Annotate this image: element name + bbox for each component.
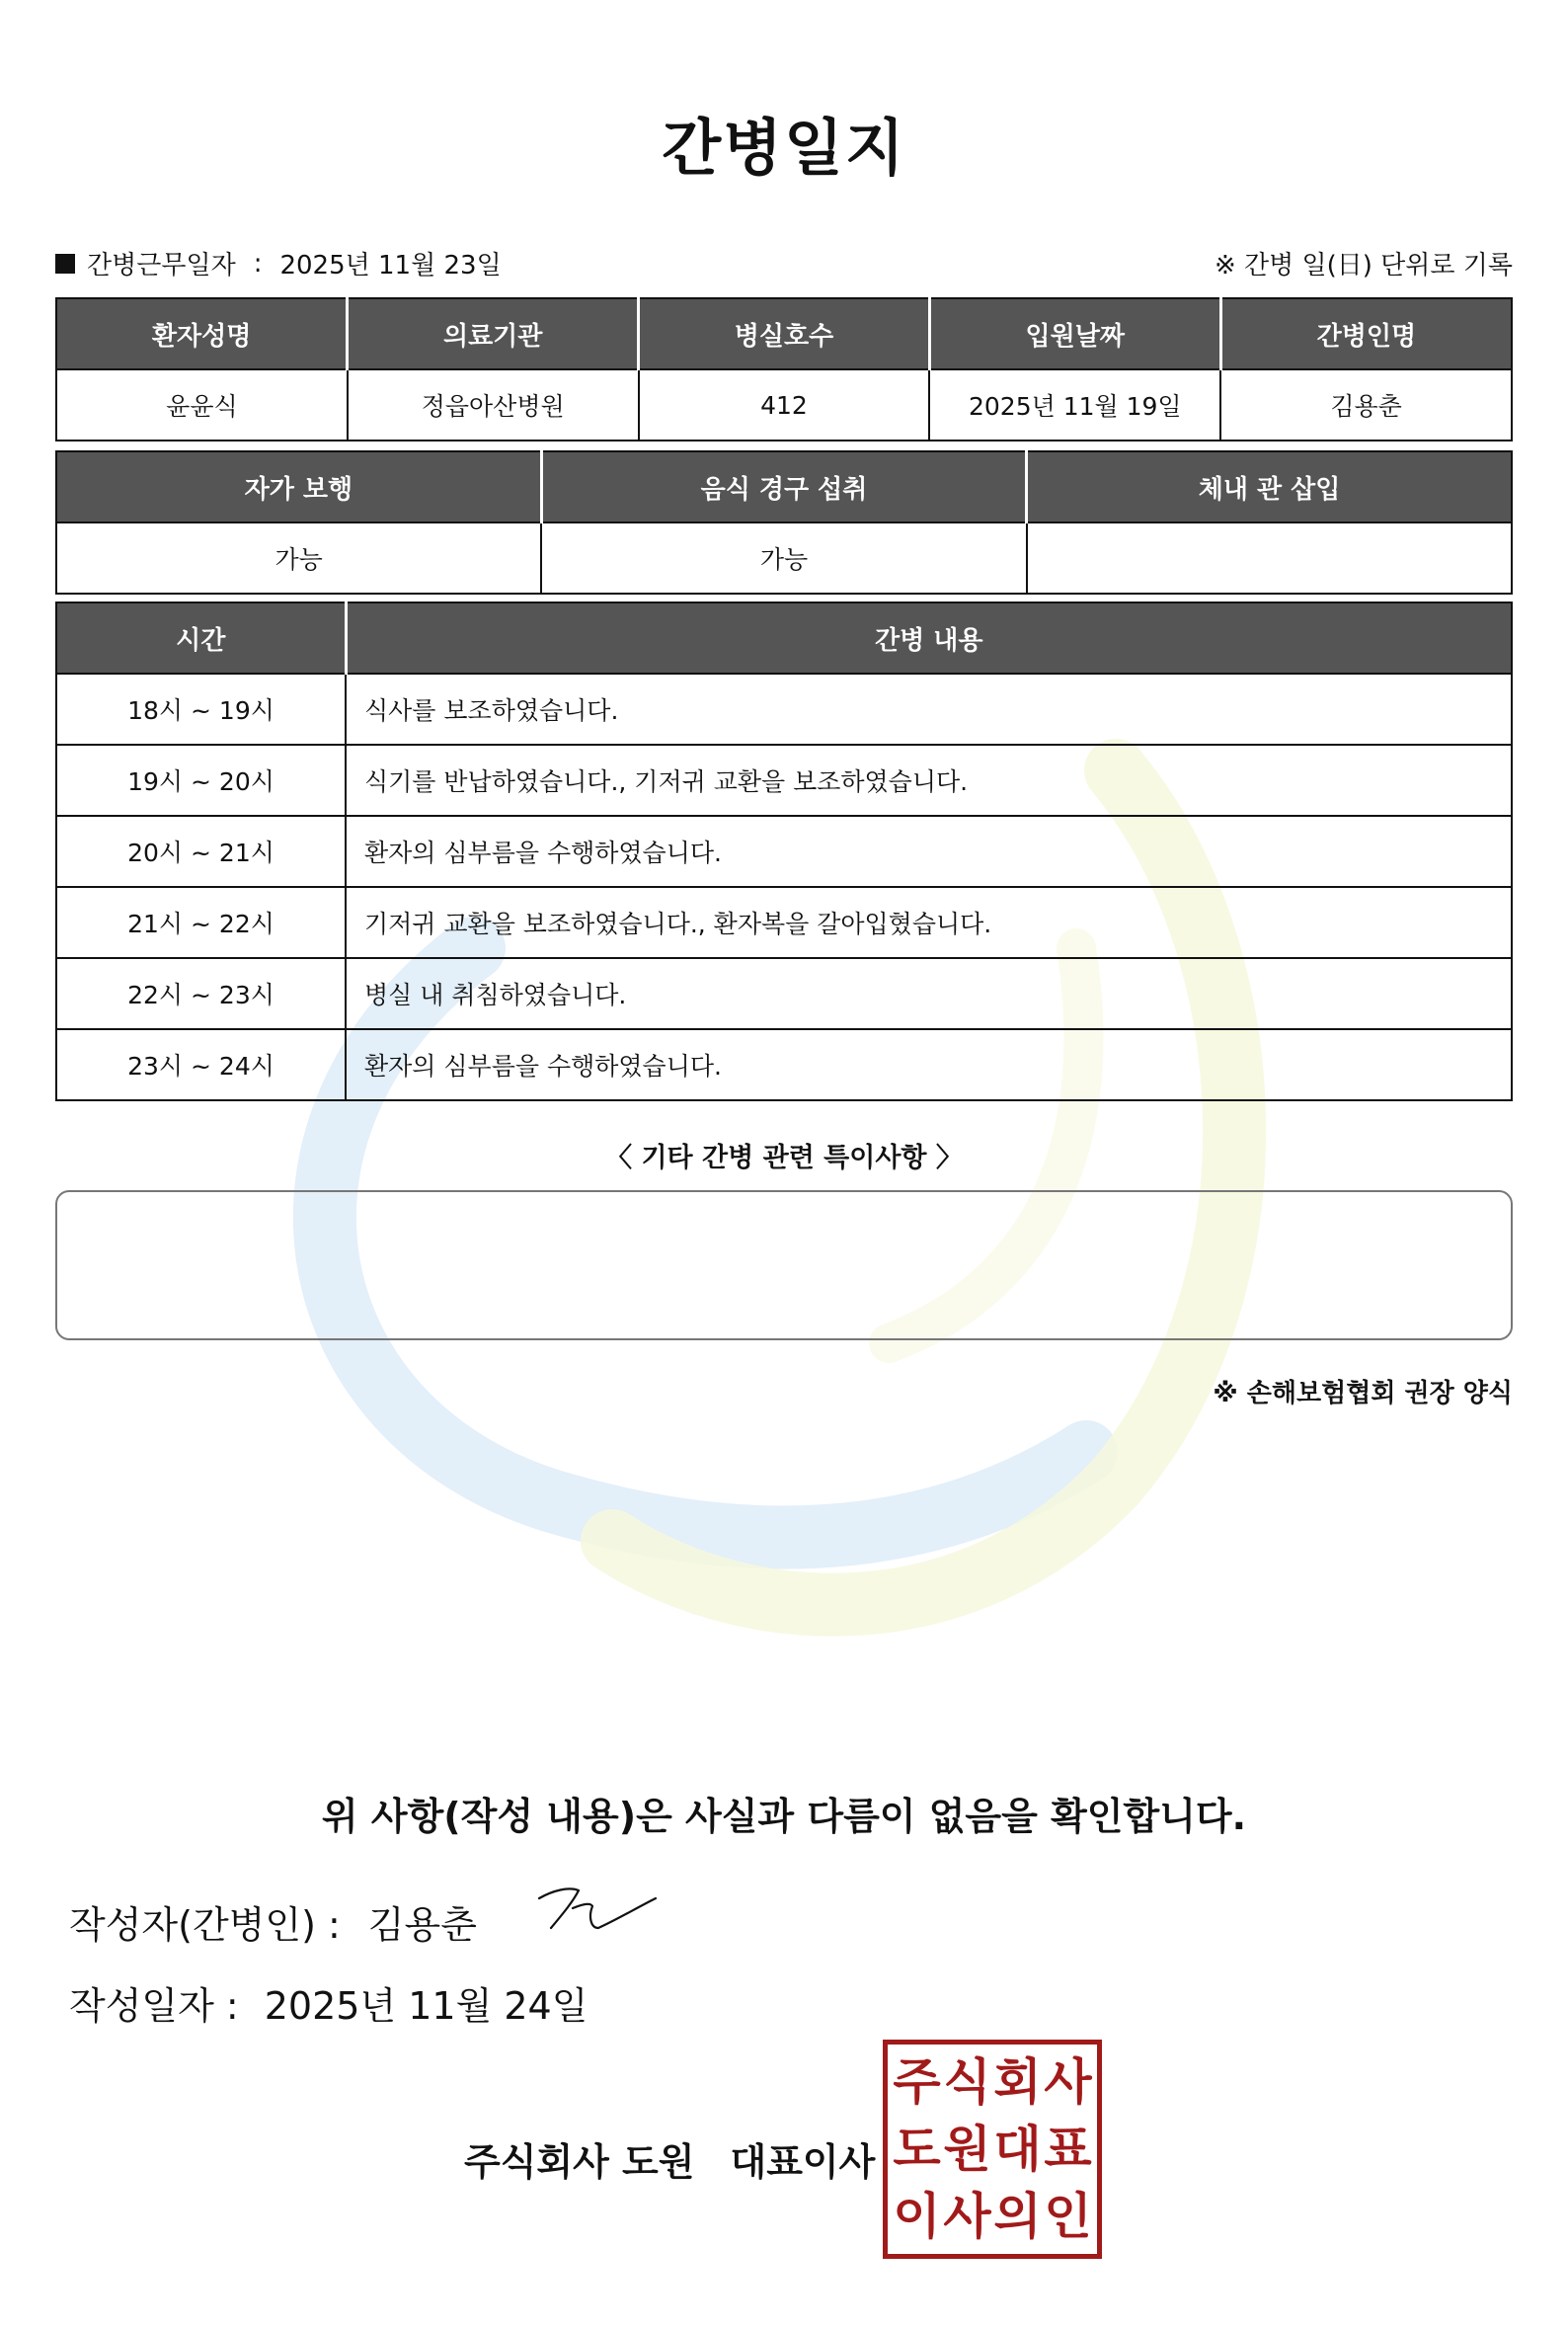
- seal-char: 사: [943, 2188, 991, 2245]
- signature-icon: [533, 1877, 662, 1946]
- header-care-content: 간병 내용: [346, 602, 1512, 674]
- written-date-value: 2025년 11월 24일: [264, 1984, 588, 2028]
- patient-status-header-row: [56, 451, 1512, 522]
- work-date-line: [55, 245, 502, 281]
- log-time: 22시 ~ 23시: [56, 958, 346, 1029]
- remarks-box: [55, 1190, 1513, 1340]
- institution: 정읍아산병원: [348, 369, 639, 441]
- seal-char: 회: [993, 2053, 1042, 2111]
- patient-status-table: [55, 450, 1513, 595]
- remarks-title: 〈 기타 간병 관련 특이사항 〉: [605, 1143, 963, 1173]
- seal-char: 대: [993, 2121, 1042, 2178]
- patient-info-table: [55, 297, 1513, 441]
- seal-char: 식: [943, 2053, 991, 2111]
- log-content: 병실 내 취침하였습니다.: [346, 958, 1512, 1029]
- header-caregiver-name: 간병인명: [1220, 298, 1512, 369]
- tube-insertion: [1027, 522, 1512, 594]
- header-admission-date: 입원날짜: [929, 298, 1220, 369]
- log-content: 환자의 심부름을 수행하였습니다.: [346, 816, 1512, 887]
- caregiver-name: 김용춘: [1220, 369, 1512, 441]
- patient-info-value-row: [56, 369, 1512, 441]
- seal-char: 이: [893, 2188, 941, 2245]
- seal-char: 의: [993, 2188, 1042, 2245]
- patient-name: 윤윤식: [56, 369, 348, 441]
- room-number: 412: [639, 369, 930, 441]
- log-time: 20시 ~ 21시: [56, 816, 346, 887]
- log-content: 환자의 심부름을 수행하였습니다.: [346, 1029, 1512, 1100]
- self-walking: 가능: [56, 522, 541, 594]
- writer-name: 김용춘: [367, 1903, 477, 1947]
- admission-date: 2025년 11월 19일: [929, 369, 1220, 441]
- log-content: 식사를 보조하였습니다.: [346, 674, 1512, 745]
- table-row: [56, 745, 1512, 816]
- log-content: 기저귀 교환을 보조하였습니다., 환자복을 갈아입혔습니다.: [346, 887, 1512, 958]
- log-time: 23시 ~ 24시: [56, 1029, 346, 1100]
- seal-char: 주: [893, 2053, 941, 2111]
- table-row: [56, 887, 1512, 958]
- seal-char: 표: [1044, 2121, 1092, 2178]
- care-log-header-row: [56, 602, 1512, 674]
- oral-intake: 가능: [541, 522, 1026, 594]
- patient-status-value-row: [56, 522, 1512, 594]
- work-date-value: 2025년 11월 23일: [279, 251, 502, 281]
- log-time: 18시 ~ 19시: [56, 674, 346, 745]
- form-note: ※ 손해보험협회 권장 양식: [1213, 1379, 1513, 1408]
- table-row: [56, 958, 1512, 1029]
- square-bullet-icon: [55, 254, 75, 274]
- writer-label: 작성자(간병인) :: [69, 1903, 341, 1947]
- care-log-table: [55, 602, 1513, 1101]
- work-date-separator: :: [253, 248, 263, 279]
- company-seal-icon: [883, 2040, 1102, 2259]
- written-date-label: 작성일자 :: [69, 1984, 239, 2028]
- header-room-number: 병실호수: [639, 298, 930, 369]
- seal-char: 인: [1044, 2188, 1092, 2245]
- patient-info-header-row: [56, 298, 1512, 369]
- company-line: [464, 2131, 875, 2186]
- company-name: 주식회사 도원: [464, 2140, 695, 2184]
- page-title: 간병일지: [662, 112, 906, 184]
- log-time: 19시 ~ 20시: [56, 745, 346, 816]
- table-row: [56, 1029, 1512, 1100]
- log-time: 21시 ~ 22시: [56, 887, 346, 958]
- table-row: [56, 816, 1512, 887]
- header-patient-name: 환자성명: [56, 298, 348, 369]
- header-tube-insertion: 체내 관 삽입: [1027, 451, 1512, 522]
- writer-line: [69, 1894, 477, 1949]
- header-time: 시간: [56, 602, 346, 674]
- seal-char: 원: [943, 2121, 991, 2178]
- company-representative-title: 대표이사: [730, 2140, 876, 2184]
- work-date-label: 간병근무일자: [87, 251, 236, 281]
- unit-note: ※ 간병 일(日) 단위로 기록: [1214, 251, 1513, 281]
- seal-char: 도: [893, 2121, 941, 2178]
- header-self-walking: 자가 보행: [56, 451, 541, 522]
- log-content: 식기를 반납하였습니다., 기저귀 교환을 보조하였습니다.: [346, 745, 1512, 816]
- table-row: [56, 674, 1512, 745]
- seal-char: 사: [1044, 2053, 1092, 2111]
- header-oral-intake: 음식 경구 섭취: [541, 451, 1026, 522]
- confirmation-statement: 위 사항(작성 내용)은 사실과 다름이 없음을 확인합니다.: [321, 1795, 1247, 1838]
- header-institution: 의료기관: [348, 298, 639, 369]
- written-date-line: [69, 1975, 588, 2030]
